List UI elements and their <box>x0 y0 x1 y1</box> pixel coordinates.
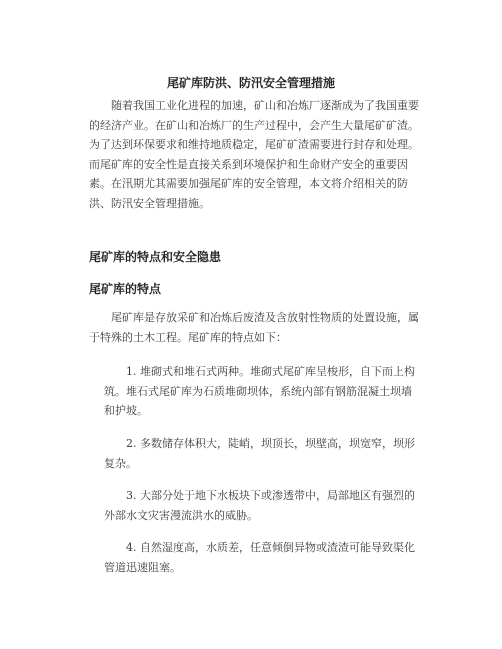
list-item: 4. 自然湿度高，水质差，任意倾倒异物或渣渣可能导致渠化管道迅速阻塞。 <box>104 541 415 574</box>
section-heading: 尾矿库的特点和安全隐患 <box>89 250 222 264</box>
subsection-heading: 尾矿库的特点 <box>89 282 162 296</box>
list-item: 3. 大部分处于地下水板块下或渗透带中，局部地区有强烈的外部水文灾害漫流洪水的威胁。 <box>104 489 415 522</box>
document-title: 尾矿库防洪、防汛安全管理措施 <box>166 76 335 90</box>
subsection-intro-paragraph: 尾矿库是存放采矿和冶炼后废渣及含放射性物质的处置设施，属于特殊的土木工程。尾矿库的特点如下： <box>89 311 419 344</box>
list-item: 2. 多数储存体积大，陡峭，坝顶长，坝壁高，坝宽窄，坝形复杂。 <box>104 437 415 470</box>
list-item: 1. 堆砌式和堆石式两种。堆砌式尾矿库呈梭形，自下而上构筑。堆石式尾矿库为石质堆砌坝体，系统内部有钢筋混凝土坝墙和护坡。 <box>104 365 415 417</box>
intro-paragraph: 随着我国工业化进程的加速，矿山和冶炼厂逐渐成为了我国重要的经济产业。在矿山和冶炼厂的生产过程中，会产生大量尾矿矿渣。为了达到环保要求和维持地质稳定，尾矿矿渣需要进行封存和处理。而尾矿库的安全性是直接关系到环境保护和生命财产安全的重要因素。在汛期尤其需要加强尾矿库的安全管理，本文将介绍相关的防洪、防汛安全管理措施。 <box>89 99 419 210</box>
